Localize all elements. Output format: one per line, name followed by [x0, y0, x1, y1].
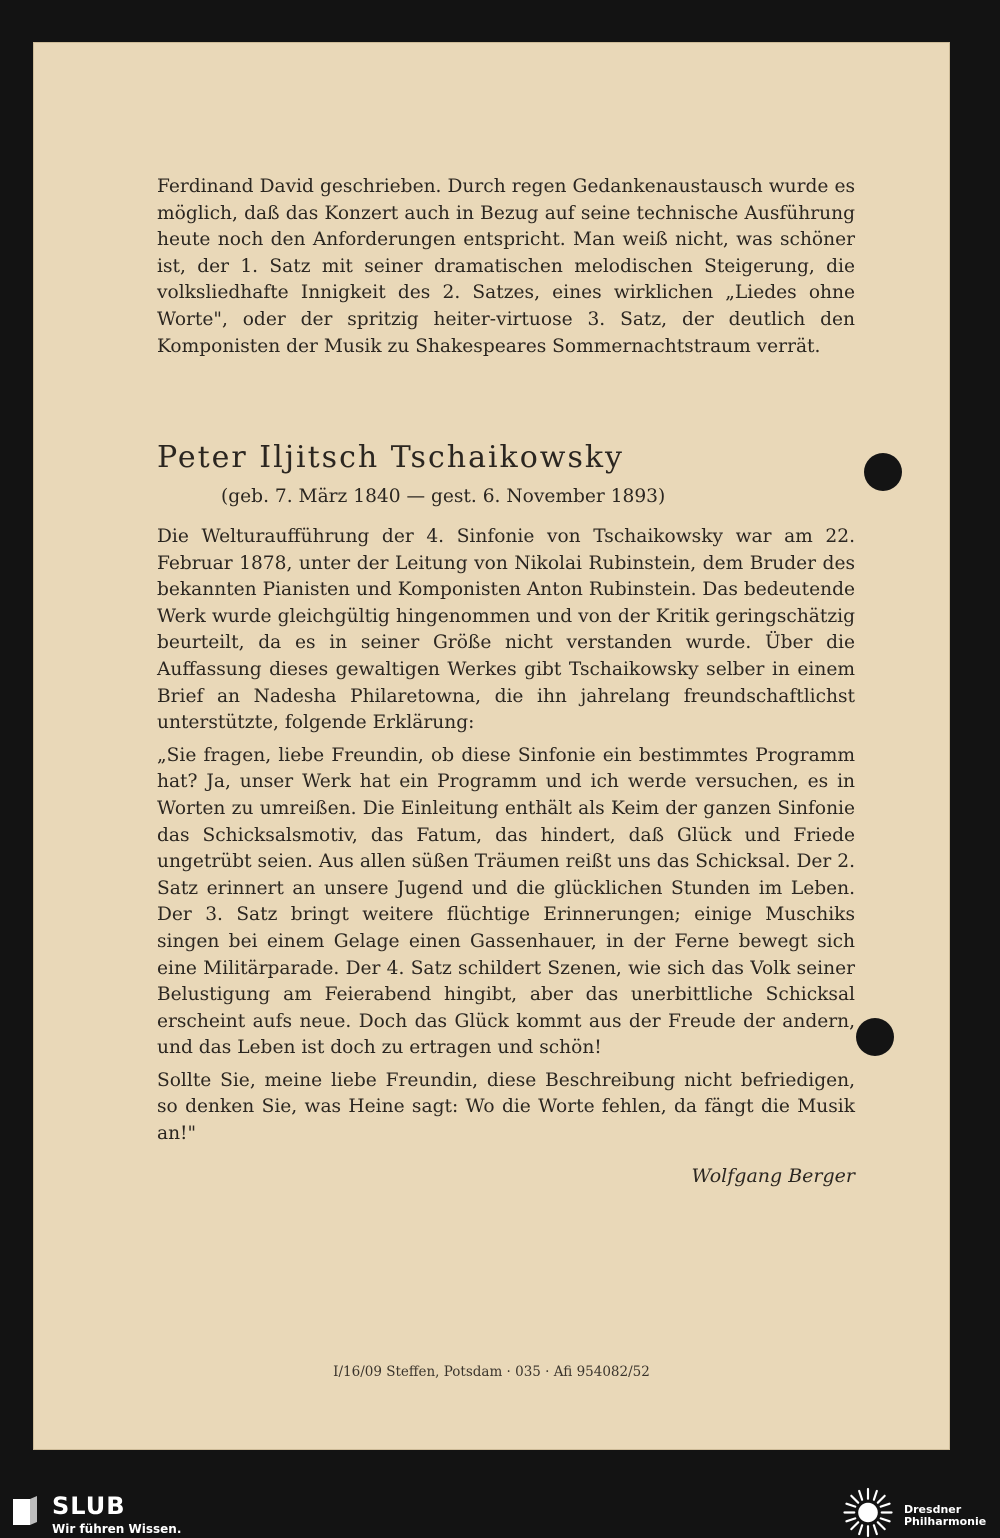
- punch-hole-icon: [856, 1018, 894, 1056]
- punch-hole-icon: [864, 453, 902, 491]
- library-name[interactable]: SLUB: [52, 1492, 126, 1520]
- section-body: [157, 524, 855, 1154]
- partner-name[interactable]: [904, 1504, 986, 1528]
- partner-name-line-2: Philharmonie: [904, 1515, 987, 1528]
- slub-book-icon[interactable]: [12, 1495, 38, 1529]
- printer-imprint: I/16/09 Steffen, Potsdam · 035 · Afi 954082/52: [333, 1364, 650, 1380]
- partner-name-line-1: Dresdner: [904, 1503, 962, 1516]
- document-page: [33, 42, 950, 1450]
- section-title: Peter Iljitsch Tschaikowsky: [157, 440, 624, 475]
- dresdner-philharmonie-sunburst-icon[interactable]: [842, 1487, 894, 1538]
- footer-bar: [0, 1487, 1000, 1538]
- library-tagline: Wir führen Wissen.: [52, 1522, 182, 1536]
- paragraph-1: Die Welturaufführung der 4. Sinfonie von Tschaikowsky war am 22. Februar 1878, unter der Leitung von Nikolai Rubinstein, dem Bruder des bekannten Pianisten und Komponisten Anton Rubinstein. Das bedeutende Werk wurde gleichgültig hingenommen und von der Kritik geringschätzig beurteilt, da es in seiner Größe nicht verstanden wurde. Über die Auffassung dieses gewaltigen Werkes gibt Tschaikowsky selber in einem Brief an Nadesha Philaretowna, die ihn jahrelang freundschaftlichst unterstützte, folgende Erklärung:: [157, 526, 855, 734]
- paragraph-2: „Sie fragen, liebe Freundin, ob diese Sinfonie ein bestimmtes Programm hat? Ja, unser Werk hat ein Programm und ich werde versuchen, es in Worten zu umreißen. Die Einleitung enthält als Keim der ganzen Sinfonie das Schicksalsmotiv, das Fatum, das hindert, daß Glück und Friede ungetrübt seien. Aus allen süßen Träumen reißt uns das Schicksal. Der 2. Satz erinnert an unsere Jugend und die glücklichen Stunden im Leben. Der 3. Satz bringt weitere flüchtige Erinnerungen; einige Muschiks singen bei einem Gelage einen Gassenhauer, in der Ferne bewegt sich eine Militärparade. Der 4. Satz schildert Szenen, wie sich das Volk seiner Belustigung am Feierabend hingibt, aber das unerbittliche Schicksal erscheint aufs neue. Doch das Glück kommt aus der Freude der andern, und das Leben ist doch zu ertragen und schön!: [157, 744, 855, 1059]
- intro-paragraph: [157, 174, 855, 366]
- composer-dates: (geb. 7. März 1840 — gest. 6. November 1893): [221, 486, 666, 507]
- author-signature: Wolfgang Berger: [691, 1165, 855, 1187]
- paragraph-3: Sollte Sie, meine liebe Freundin, diese Beschreibung nicht befriedigen, so denken Sie, was Heine sagt: Wo die Worte fehlen, da fängt die Musik an!": [157, 1069, 855, 1145]
- intro-text: Ferdinand David geschrieben. Durch regen Gedankenaustausch wurde es möglich, daß das Konzert auch in Bezug auf seine technische Ausführung heute noch den Anforderungen entspricht. Man weiß nicht, was schöner ist, der 1. Satz mit seiner dramatischen melodischen Steigerung, die volksliedhafte Innigkeit des 2. Satzes, eines wirklichen „Liedes ohne Worte", oder der spritzig heiter-virtuose 3. Satz, der deutlich den Komponisten der Musik zu Shakespeares Sommernachtstraum verrät.: [157, 176, 855, 357]
